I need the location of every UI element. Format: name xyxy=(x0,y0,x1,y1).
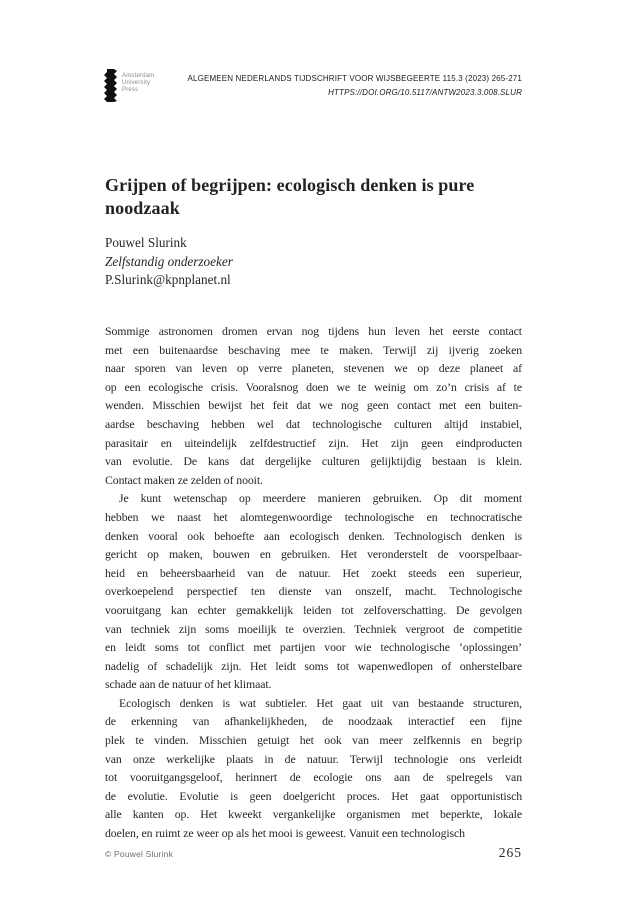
body-line: heid en beheersbaarheid van de natuur. Het zoekt steeds een superieur, xyxy=(105,565,522,580)
body-line: op een ecologische crisis. Vooralsnog doen we te weinig om zo’n crisis af te xyxy=(105,379,522,394)
journal-info xyxy=(188,69,522,99)
body-text xyxy=(105,322,522,843)
page-number: 265 xyxy=(498,845,522,860)
body-line: de evolutie. Evolutie is geen doelgericht proces. Het gaat opportunistisch xyxy=(105,788,522,803)
body-line: van onze werkelijke plaats in de natuur. Terwijl technologie ons verleidt xyxy=(105,751,522,766)
body-line: aardse beschaving hebben wel dat technologische culturen altijd instabiel, xyxy=(105,416,522,431)
body-line: alle kanten op. Het kweekt vergankelijke organismen met beperkte, lokale xyxy=(105,807,522,822)
amsterdam-university-press-logo-icon xyxy=(104,69,117,102)
journal-citation-line: ALGEMEEN NEDERLANDS TIJDSCHRIFT VOOR WIJSBEGEERTE 115.3 (2023) 265-271 xyxy=(187,74,522,83)
body-line: doelen, en ruimt ze weer op als het mooi is geweest. Vanuit een technologisch xyxy=(105,826,465,841)
body-line: overkoepelend perspectief ten dienste van onszelf, macht. Technologische xyxy=(105,584,522,599)
body-line: Ecologisch denken is wat subtieler. Het gaat uit van bestaande structuren, xyxy=(119,695,522,710)
body-line: denken vooral ook behoefte aan ecologisch denken. Technologisch denken is xyxy=(105,528,522,543)
page-footer xyxy=(105,845,522,861)
body-line: en leidt soms tot conflict met partijen voor wie technologische ‘oplossingen’ xyxy=(105,640,522,655)
doi-line: HTTPS://DOI.ORG/10.5117/ANTW2023.3.008.SLUR xyxy=(328,87,522,97)
author-email: P.Slurink@kpnplanet.nl xyxy=(105,272,231,288)
article-title xyxy=(105,174,522,219)
body-line: Sommige astronomen dromen ervan nog tijdens hun leven het eerste contact xyxy=(105,324,522,338)
body-line: van evolutie. De kans dat dergelijke culturen gelijktijdig bestaan is klein. xyxy=(105,454,522,469)
body-line: vooruitgang kan echter gemakkelijk leiden tot zelfoverschatting. De gevolgen xyxy=(105,602,522,617)
body-line: de erkenning van afhankelijkheden, de noodzaak interactief een fijne xyxy=(105,714,522,729)
body-line: schade aan de natuur of het klimaat. xyxy=(105,677,272,692)
article-title-line: noodzaak xyxy=(105,197,180,218)
body-line: plek te vinden. Misschien getuigt het ook van meer zelfkennis en begrip xyxy=(105,733,522,748)
body-line: Contact maken ze zelden of nooit. xyxy=(105,472,263,487)
publisher-logo-text: Amsterdam University Press xyxy=(122,73,155,93)
body-line: parasitair en uiteindelijk zelfdestructief zijn. Het zijn geen eindproducten xyxy=(105,435,522,450)
publisher-logo xyxy=(104,69,154,102)
page-header xyxy=(104,69,522,102)
body-line: tot vooruitgangsgeloof, herinnert de ecologie ons aan de spelregels van xyxy=(105,770,522,785)
author-name: Pouwel Slurink xyxy=(105,235,187,250)
body-line: hebben we naast het alomtegenwoordige technologische en technocratische xyxy=(105,509,522,524)
author-block xyxy=(105,234,522,290)
article-title-line: Grijpen of begrijpen: ecologisch denken is pure xyxy=(105,175,475,195)
body-line: wenden. Misschien bewijst het feit dat we nog geen contact met een buiten- xyxy=(105,398,522,413)
copyright-notice: © Pouwel Slurink xyxy=(105,849,174,859)
body-line: van techniek zijn soms moeilijk te overzien. Techniek vergroot de competitie xyxy=(105,621,522,636)
body-line: met een buitenaardse beschaving mee te maken. Terwijl zij ijverig zoeken xyxy=(105,342,522,357)
body-line: Je kunt wetenschap op meerdere manieren gebruiken. Op dit moment xyxy=(119,491,522,506)
body-line: naar sporen van leven op verre planeten, stevenen we op deze planeet af xyxy=(105,361,522,376)
author-affiliation: Zelfstandig onderzoeker xyxy=(105,253,233,269)
body-line: nadelig of schadelijk zijn. Het leidt soms tot wapenwedlopen of onherstelbare xyxy=(105,658,522,673)
body-line: gericht op maken, bouwen en gebruiken. Het veronderstelt de voorspelbaar- xyxy=(105,547,522,562)
